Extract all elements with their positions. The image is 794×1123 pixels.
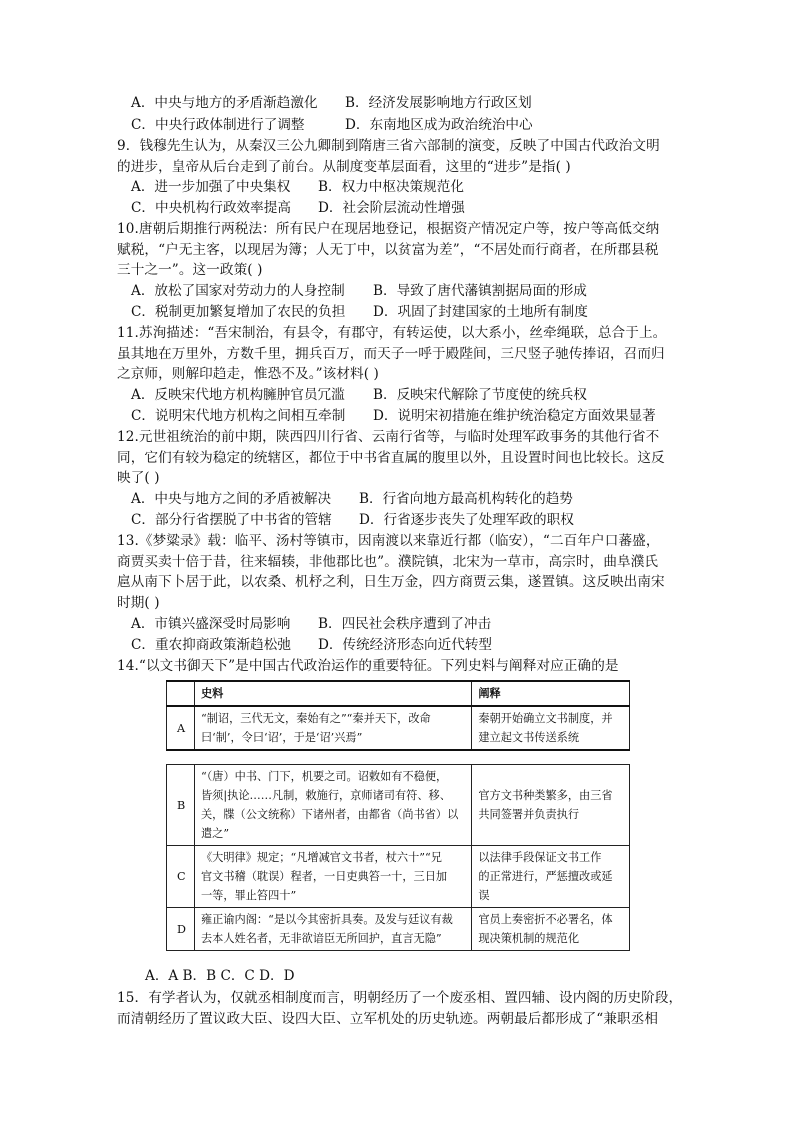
row-b-source-line: 皆须|执论……凡制，敕施行，京师诸司有符、移、 xyxy=(200,789,451,802)
row-d-interp-line: 官员上奏密折不必署名，体 xyxy=(478,913,613,926)
table-row-c xyxy=(167,846,630,908)
table-row-d xyxy=(167,908,630,951)
q9-option-d: D．社会阶层流动性增强 xyxy=(318,200,465,216)
q14-table-top xyxy=(166,680,630,751)
q13-stem-line-4: 时期( ) xyxy=(117,595,160,611)
q8-option-c: C．中央行政体制进行了调整 xyxy=(131,117,305,133)
q13-option-d: D．传统经济形态向近代转型 xyxy=(318,637,493,653)
row-c-interp-line: 的正常进行，严惩擅改或延 xyxy=(478,870,613,883)
q14-answer-options: A．A B．B C．C D．D xyxy=(145,968,295,984)
q11-option-c: C．说明宋代地方机构之间相互牵制 xyxy=(131,408,346,424)
row-c-source-line: 一等，罪止笞四十” xyxy=(200,889,297,902)
q13-option-b: B．四民社会秩序遭到了冲击 xyxy=(318,616,492,632)
row-a-source-line: “制诏，三代无文，秦始有之”“秦并天下，改命 xyxy=(200,712,431,725)
row-b-interp xyxy=(472,765,630,846)
q14-stem: 14.“以文书御天下”是中国古代政治运作的重要特征。下列史料与阐释对应正确的是 xyxy=(117,658,619,674)
q8-option-d: D．东南地区成为政治统治中心 xyxy=(345,117,533,133)
q10-stem-line-1: 10.唐朝后期推行两税法：所有民户在现居地登记，根据资产情况定户等，按户等高低交纳 xyxy=(117,221,660,237)
q12-stem-line-1: 12.元世祖统治的前中期，陕西四川行省、云南行省等，与临时处理军政事务的其他行省不 xyxy=(117,429,660,445)
q13-stem-line-2: 商贾买卖十倍于昔，往来辐辏，非他郡比也”。濮院镇，北宋为一草市，高宗时，曲阜濮氏 xyxy=(117,554,659,570)
row-a-source xyxy=(194,706,471,750)
row-a-source-line: 曰‘制’，令曰‘诏’，于是‘诏’兴焉” xyxy=(200,731,363,744)
row-c-key: C xyxy=(167,846,195,908)
q15-stem-line-2: 而清朝经历了置议政大臣、设四大臣、立军机处的历史轨迹。两朝最后都形成了“兼职丞相 xyxy=(117,1011,659,1027)
q10-option-c: C．税制更加繁复增加了农民的负担 xyxy=(131,304,346,320)
row-c-source-line: 官文书稽（耽误）程者，一日吏典笞一十，三日加 xyxy=(200,870,448,883)
row-a-interp-line: 建立起文书传送系统 xyxy=(478,731,580,744)
q9-stem-line-2: 的进步，皇帝从后台走到了前台。从制度变革层面看，这里的“进步”是指( ) xyxy=(117,159,571,175)
q10-stem-line-3: 三十之一”。这一政策( ) xyxy=(117,262,263,278)
row-a-key: A xyxy=(167,706,195,750)
q10-stem-line-2: 赋税，“户无主客，以现居为簿；人无丁中，以贫富为差”，“不居处而行商者，在所郡县税 xyxy=(117,242,659,258)
row-a-interp-line: 秦朝开始确立文书制度，并 xyxy=(478,712,613,725)
q14-table-bottom xyxy=(166,764,630,951)
row-d-interp xyxy=(472,908,630,951)
row-b-key: B xyxy=(167,765,195,846)
q11-option-a: A．反映宋代地方机构臃肿官员冗滥 xyxy=(131,387,345,403)
q12-stem-line-2: 同，它们有较为稳定的统辖区，都位于中书省直属的腹里以外，且设置时间也比较长。这反 xyxy=(117,450,665,466)
row-d-source xyxy=(194,908,471,951)
q12-option-d: D．行省逐步丧失了处理军政的职权 xyxy=(359,512,574,528)
header-interp: 阐释 xyxy=(472,681,630,706)
q11-option-d: D．说明宋初措施在维护统治稳定方面效果显著 xyxy=(373,408,656,424)
row-c-interp xyxy=(472,846,630,908)
header-key xyxy=(167,681,195,706)
q12-stem-line-3: 映了( ) xyxy=(117,470,160,486)
q10-option-d: D．巩固了封建国家的土地所有制度 xyxy=(373,304,588,320)
q9-option-b: B．权力中枢决策规范化 xyxy=(318,179,464,195)
q15-stem-line-1: 15．有学者认为，仅就丞相制度而言，明朝经历了一个废丞相、置四辅、设内阁的历史阶段， xyxy=(117,990,683,1006)
row-d-key: D xyxy=(167,908,195,951)
q12-option-a: A．中央与地方之间的矛盾被解决 xyxy=(131,491,332,507)
q13-option-a: A．市镇兴盛深受时局影响 xyxy=(131,616,291,632)
q13-option-c: C．重农抑商政策渐趋松弛 xyxy=(131,637,291,653)
q8-option-a: A．中央与地方的矛盾渐趋激化 xyxy=(131,95,318,111)
q13-stem-line-3: 扈从南下卜居于此，以农桑、机杼之利，日生万金，四方商贾云集，遂置镇。这反映出南宋 xyxy=(117,574,665,590)
row-b-source-line: “（唐）中书、门下，机要之司。诏敕如有不稳便， xyxy=(200,770,448,783)
row-c-interp-line: 以法律手段保证文书工作 xyxy=(478,851,602,864)
q11-stem-line-2: 虽其地在万里外，方数千里，拥兵百万，而天子一呼于殿陛间，三尺竖子驰传捧诏，召而归 xyxy=(117,346,665,362)
row-b-source xyxy=(194,765,471,846)
row-d-source-line: 去本人姓名者，无非欲谙臣无所回护，直言无隐” xyxy=(200,932,442,945)
row-a-interp xyxy=(472,706,630,750)
row-c-source xyxy=(194,846,471,908)
q8-option-b: B．经济发展影响地方行政区划 xyxy=(345,95,532,111)
q10-option-a: A．放松了国家对劳动力的人身控制 xyxy=(131,283,345,299)
header-source: 史料 xyxy=(194,681,471,706)
row-b-interp-line: 官方文书种类繁多，由三省 xyxy=(478,789,613,802)
row-c-source-line: 《大明律》规定；“凡增减官文书者，杖六十”“兄 xyxy=(200,851,442,864)
q11-stem-line-1: 11.苏洵描述：“吾宋制治，有县令，有郡守，有转运使，以大系小，丝牵绳联，总合于上。 xyxy=(117,325,667,341)
table-row-a xyxy=(167,706,630,750)
q9-stem-line-1: 9．钱穆先生认为，从秦汉三公九卿制到隋唐三省六部制的演变，反映了中国古代政治文明 xyxy=(117,138,660,154)
q12-option-b: B．行省向地方最高机构转化的趋势 xyxy=(359,491,573,507)
table-row-b xyxy=(167,765,630,846)
table-header-row xyxy=(167,681,630,706)
row-b-source-line: 遣之” xyxy=(200,827,230,840)
row-b-source-line: 关，牒（公文统称）下诸州者，由都省（尚书省）以 xyxy=(200,808,459,821)
row-b-interp-line: 共同签署并负责执行 xyxy=(478,808,580,821)
row-c-interp-line: 误 xyxy=(478,889,490,902)
q11-stem-line-3: 之京师，则解印趋走，惟恐不及。”该材料( ) xyxy=(117,366,379,382)
q10-option-b: B．导致了唐代藩镇割据局面的形成 xyxy=(373,283,587,299)
q13-stem-line-1: 13.《梦粱录》载：临平、汤村等镇市，因南渡以来靠近行都（临安），“二百年户口蕃盛， xyxy=(117,533,660,549)
q11-option-b: B．反映宋代解除了节度使的统兵权 xyxy=(373,387,587,403)
row-d-interp-line: 现决策机制的规范化 xyxy=(478,932,580,945)
q9-option-a: A．进一步加强了中央集权 xyxy=(131,179,291,195)
q9-option-c: C．中央机构行政效率提高 xyxy=(131,200,291,216)
row-d-source-line: 雍正谕内阁：“是以今其密折具奏。及发与廷议有裁 xyxy=(200,913,453,926)
q12-option-c: C．部分行省摆脱了中书省的管辖 xyxy=(131,512,332,528)
